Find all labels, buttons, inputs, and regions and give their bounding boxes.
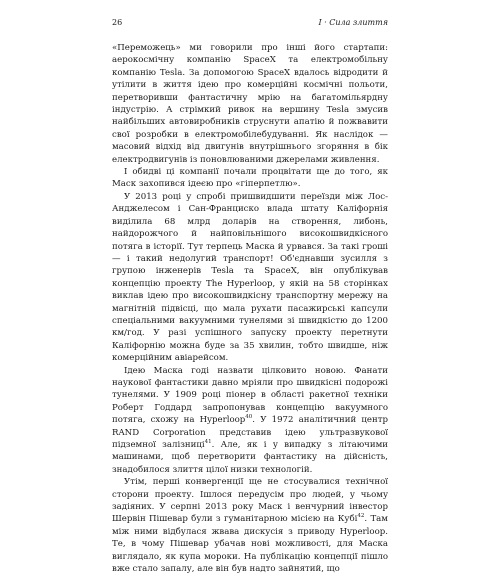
paragraph-text: . Там між ними відбулася жвава дискусія з приводу Hyperloop. Те, в чому Пішевар убачав нові можливості, для Маска виглядало, як купа мороки. На публікацію концепції пішло вже стало запалу, але він був надто зайнятий, що [112,514,388,575]
footnote-ref[interactable]: 42 [357,513,365,520]
paragraph [112,476,388,575]
paragraph [112,191,388,365]
paragraph [112,365,388,477]
paragraph-text: Ідею Маска годі назвати цілковито новою. Фанати наукової фантастики давно мріяли про швидкісні подорожі тунелями. У 1909 році піонер в області ракетної техніки Роберт Годдард запропонував концепцію вакуумного потяга, схожу на Hyperloop [112,365,388,426]
footnote-ref[interactable]: 40 [245,414,253,421]
paragraph-text: «Переможець» ми говорили про інші його стартапи: аерокосмічну компанію SpaceX та електромобільну компанію Tesla. За допомогою SpaceX вдалось відродити й утілити в життя ідею про комерційні космічні польоти, перетворивши фантастичну мрію на багатомільярдну індустрію. А стрімкий ривок на вершину Tesla змусив найбільших автовиробників струснути апатію й пожвавити свої розробки в електромобілебудуванні. Як наслідок — масовий відхід від двигунів внутрішнього згоряння в бік електродвигунів із поновлюваними джерелами живлення. [112,43,388,165]
paragraph-text: . Але, як і у випадку з літаючими машинами, щоб перетворити фантастику на дійсність, знадобилося злиття цілої низки технологій. [112,440,388,475]
paragraph-text: Утім, перші конвергенції ще не стосувалися технічної сторони проекту. Ішлося передусім про людей, у чьому задіяних. У серпні 2013 року Маск і венчурний інвестор Шервін Пішевар були з гуманітарною місією на Кубі [112,477,388,525]
running-title: І · Сила злиття [318,18,388,27]
footnote-ref[interactable]: 41 [204,439,212,446]
paragraph-text: І обидві ці компанії почали процвітати ще до того, як Маск захопився ідеєю про «гіперпетлю». [112,167,388,190]
body-text [112,42,388,575]
paragraph [112,42,388,166]
page-number: 26 [112,18,123,27]
paragraph-text: У 2013 році у спробі пришвидшити переїзди між Лос-Анджелесом і Сан-Франциско влада штату Каліфорнія виділила 68 млрд доларів на створення, либонь, найдорожчого й найповільнішого високошвидкісного потяга в історії. Тут терпець Маска й урвався. За такі гроші — і такий недолугий транспорт! Об'єднавши зусилля з групою інженерів Tesla та SpaceX, він опублікував концепцію проекту The Hyperloop, у якій на 58 сторінках виклав ідею про високошвидкісну транспортну мережу на магнітній підвісці, що мала рухати пасажирські капсули спеціальними вакуумними тунелями зі швидкістю до 1200 км/год. У разі успішного запуску проекту перетнути Каліфорнію можна буде за 35 хвилин, тобто швидше, ніж комерційним авіарейсом. [112,191,388,364]
page-header [112,17,388,29]
paragraph-text: . У 1972 аналітичний центр RAND Corporation представив ідею ультразвукової підземної залізниці [112,415,388,450]
paragraph [112,166,388,191]
